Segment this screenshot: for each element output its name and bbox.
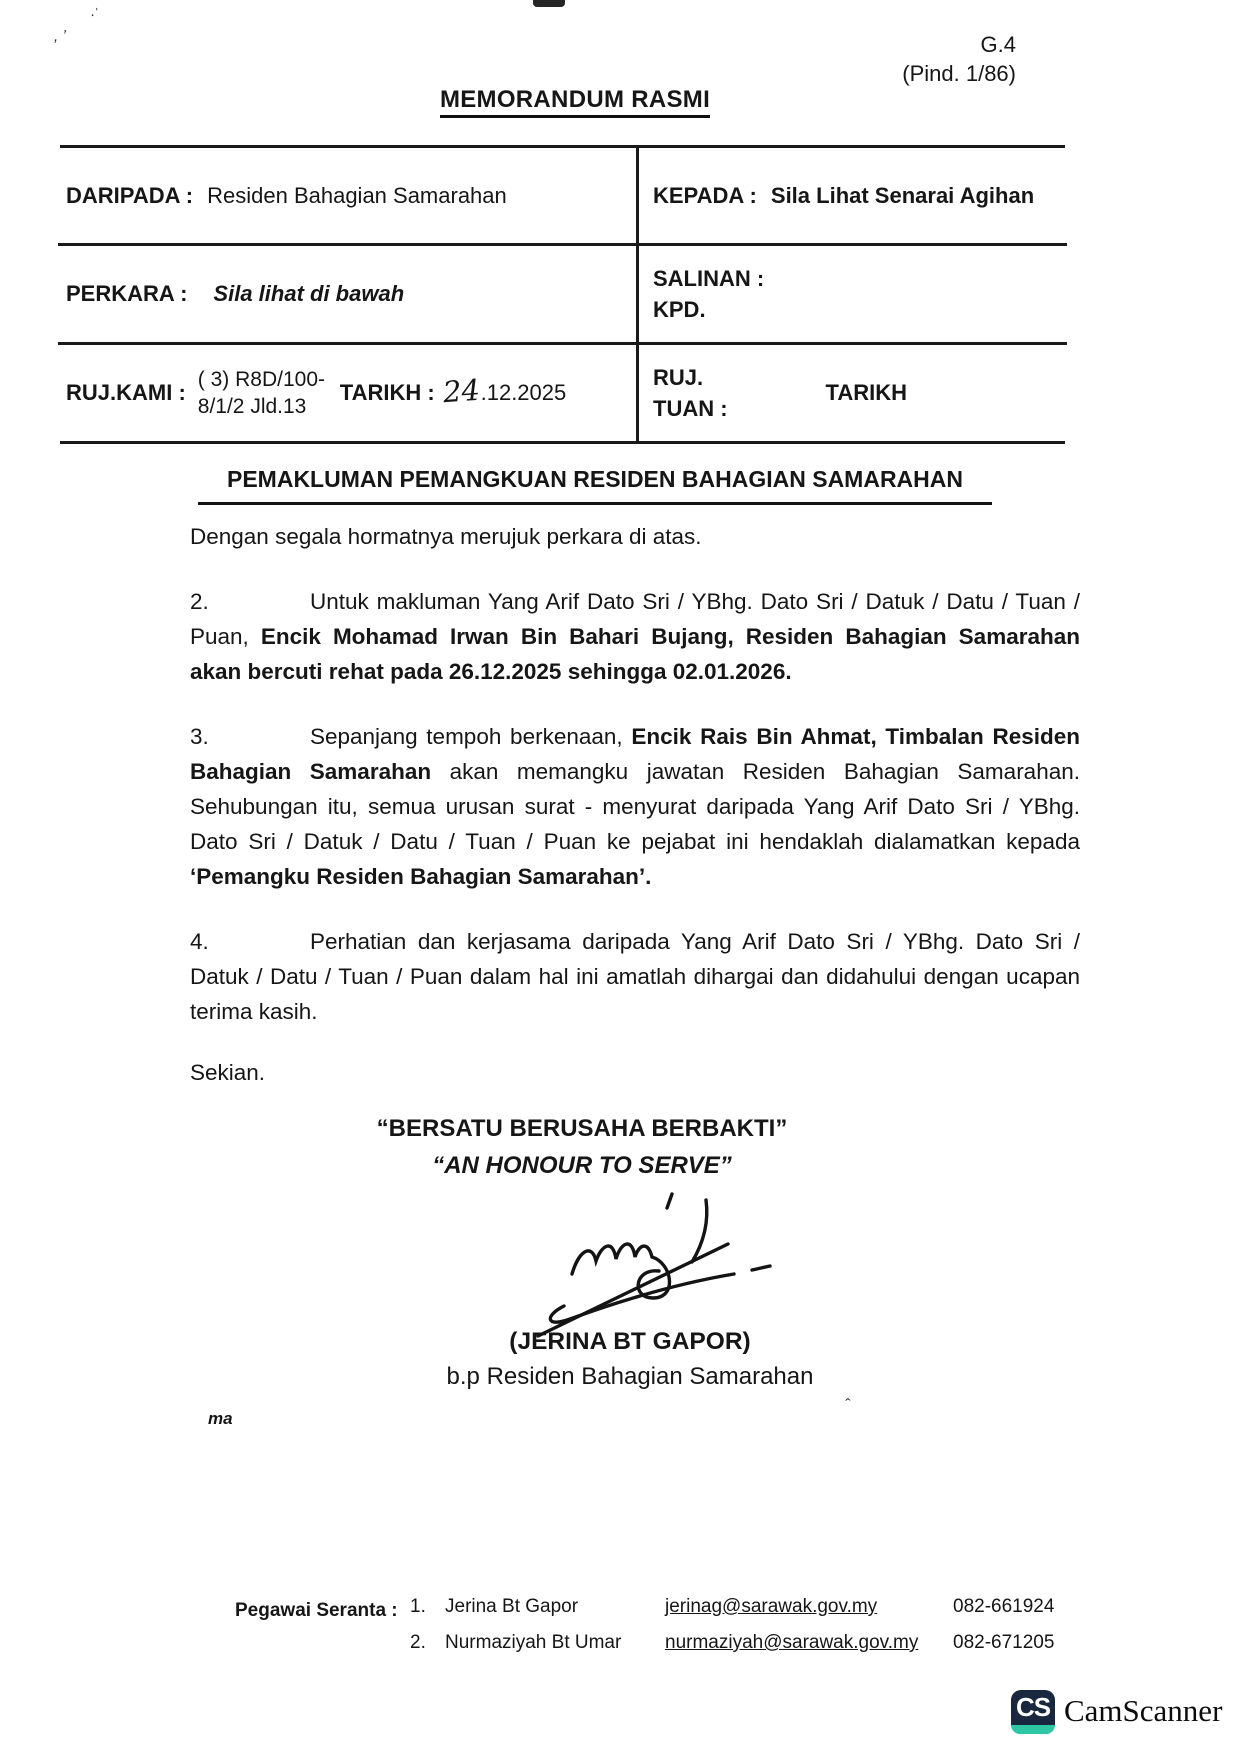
kpd-label: KPD.: [653, 296, 706, 322]
perkara-value: Sila lihat di bawah: [213, 280, 405, 306]
paragraph-4-text: Perhatian dan kerjasama daripada Yang Arif Dato Sri / YBhg. Dato Sri / Datuk / Datu / Tuan / Puan dalam hal ini amatlah dihargai dan didahului dengan ucapan terima kasih.: [190, 929, 1080, 1024]
document-title: [0, 86, 1150, 114]
contact-number: 1.: [410, 1596, 426, 1617]
cell-ruj-tuan: [639, 345, 1065, 441]
paragraph-3-text: Sepanjang tempoh berkenaan, Encik Rais Bin Ahmat, Timbalan Residen Bahagian Samarahan akan memangku jawatan Residen Bahagian Samarahan. Sehubungan itu, semua urusan surat - menyurat daripada Yang Arif Dato Sri / YBhg. Dato Sri / Datuk / Datu / Tuan / Puan ke pejabat ini hendaklah dialamatkan kepada ‘Pemangku Residen Bahagian Samarahan’.: [190, 724, 1080, 889]
camscanner-cs-monogram: CS: [1015, 1692, 1051, 1722]
paragraph-4-number: 4.: [190, 929, 209, 954]
camscanner-accent-strip: [1011, 1725, 1055, 1734]
ruj-tuan-line1: RUJ.: [653, 365, 704, 390]
signature-handwriting: [522, 1186, 778, 1344]
motto-line-1: “BERSATU BERUSAHA BERBAKTI”: [376, 1115, 788, 1142]
signatory-on-behalf: b.p Residen Bahagian Samarahan: [446, 1363, 814, 1390]
contact-row: [0, 1632, 1240, 1662]
cell-salinan: [639, 245, 1065, 342]
ruj-kami-line2: 8/1/2 Jld.13: [197, 395, 307, 418]
tarikh-label: TARIKH :: [339, 380, 435, 405]
motto-block: [0, 1110, 1164, 1184]
contact-phone: 082-661924: [953, 1596, 1055, 1617]
contact-phone: 082-671205: [953, 1632, 1055, 1653]
contact-email: nurmaziyah@sarawak.gov.my: [665, 1632, 919, 1653]
tarikh-typed-value: .12.2025: [480, 380, 567, 405]
signatory-name: (JERINA BT GAPOR): [509, 1328, 751, 1355]
ruj-kami-value: [198, 366, 330, 420]
stray-ink-mark: ·ˈ: [88, 5, 102, 24]
paragraph-3: [190, 719, 1080, 894]
stray-ink-mark: , ʼ: [54, 28, 66, 45]
contact-email: jerinag@sarawak.gov.my: [665, 1596, 878, 1617]
typist-initials: ma: [208, 1409, 233, 1428]
paragraph-3-number: 3.: [190, 724, 209, 749]
daripada-value: Residen Bahagian Samarahan: [207, 182, 507, 208]
kepada-value: Sila Lihat Senarai Agihan: [770, 182, 1035, 208]
scan-smudge: [533, 0, 565, 7]
tarikh2-label: TARIKH: [825, 380, 907, 405]
paragraph-4: [190, 924, 1080, 1029]
document-title-text: MEMORANDUM RASMI: [440, 86, 710, 118]
paragraph-2-text: Untuk makluman Yang Arif Dato Sri / YBhg. Dato Sri / Datuk / Datu / Tuan / Puan, Encik Mohamad Irwan Bin Bahari Bujang, Residen Bahagian Samarahan akan bercuti rehat pada 26.12.2025 sehingga 02.01.2026.: [190, 589, 1080, 684]
memo-header-table: [60, 145, 1065, 444]
contact-name: Nurmaziyah Bt Umar: [445, 1632, 622, 1653]
cell-perkara: [60, 245, 636, 342]
paragraph-2: [190, 584, 1080, 689]
subject-heading: PEMAKLUMAN PEMANGKUAN RESIDEN BAHAGIAN SAMARAHAN: [198, 466, 992, 505]
contact-row: [0, 1596, 1240, 1626]
salinan-label: SALINAN :: [653, 265, 765, 291]
ruj-kami-line1: ( 3) R8D/100-: [197, 368, 325, 391]
cell-daripada: [60, 148, 636, 243]
motto-line-2: “AN HONOUR TO SERVE”: [432, 1152, 732, 1179]
camscanner-logo-icon: [1011, 1690, 1055, 1734]
tarikh-handwritten-day: 24: [441, 372, 481, 410]
closing-word: Sekian.: [190, 1060, 266, 1085]
perkara-label: PERKARA :: [66, 280, 188, 306]
form-revision: (Pind. 1/86): [902, 61, 1016, 86]
daripada-label: DARIPADA :: [66, 182, 194, 208]
memo-body: [190, 519, 1080, 1090]
cell-kepada: [639, 148, 1065, 243]
ruj-kami-label: RUJ.KAMI :: [66, 380, 186, 405]
pegawai-seranta-label: Pegawai Seranta :: [235, 1600, 398, 1621]
contact-name: Jerina Bt Gapor: [445, 1596, 579, 1617]
contact-number: 2.: [410, 1632, 426, 1653]
intro-paragraph: Dengan segala hormatnya merujuk perkara di atas.: [190, 524, 702, 549]
camscanner-wordmark: CamScanner: [1064, 1693, 1223, 1728]
paragraph-2-number: 2.: [190, 589, 209, 614]
form-code-block: [902, 30, 1016, 88]
cell-ruj-kami: [60, 345, 636, 441]
stray-ink-mark: ˇ: [844, 1384, 851, 1403]
ruj-tuan-line2: TUAN :: [653, 396, 728, 421]
form-code: G.4: [980, 32, 1016, 57]
kepada-label: KEPADA :: [653, 182, 757, 208]
